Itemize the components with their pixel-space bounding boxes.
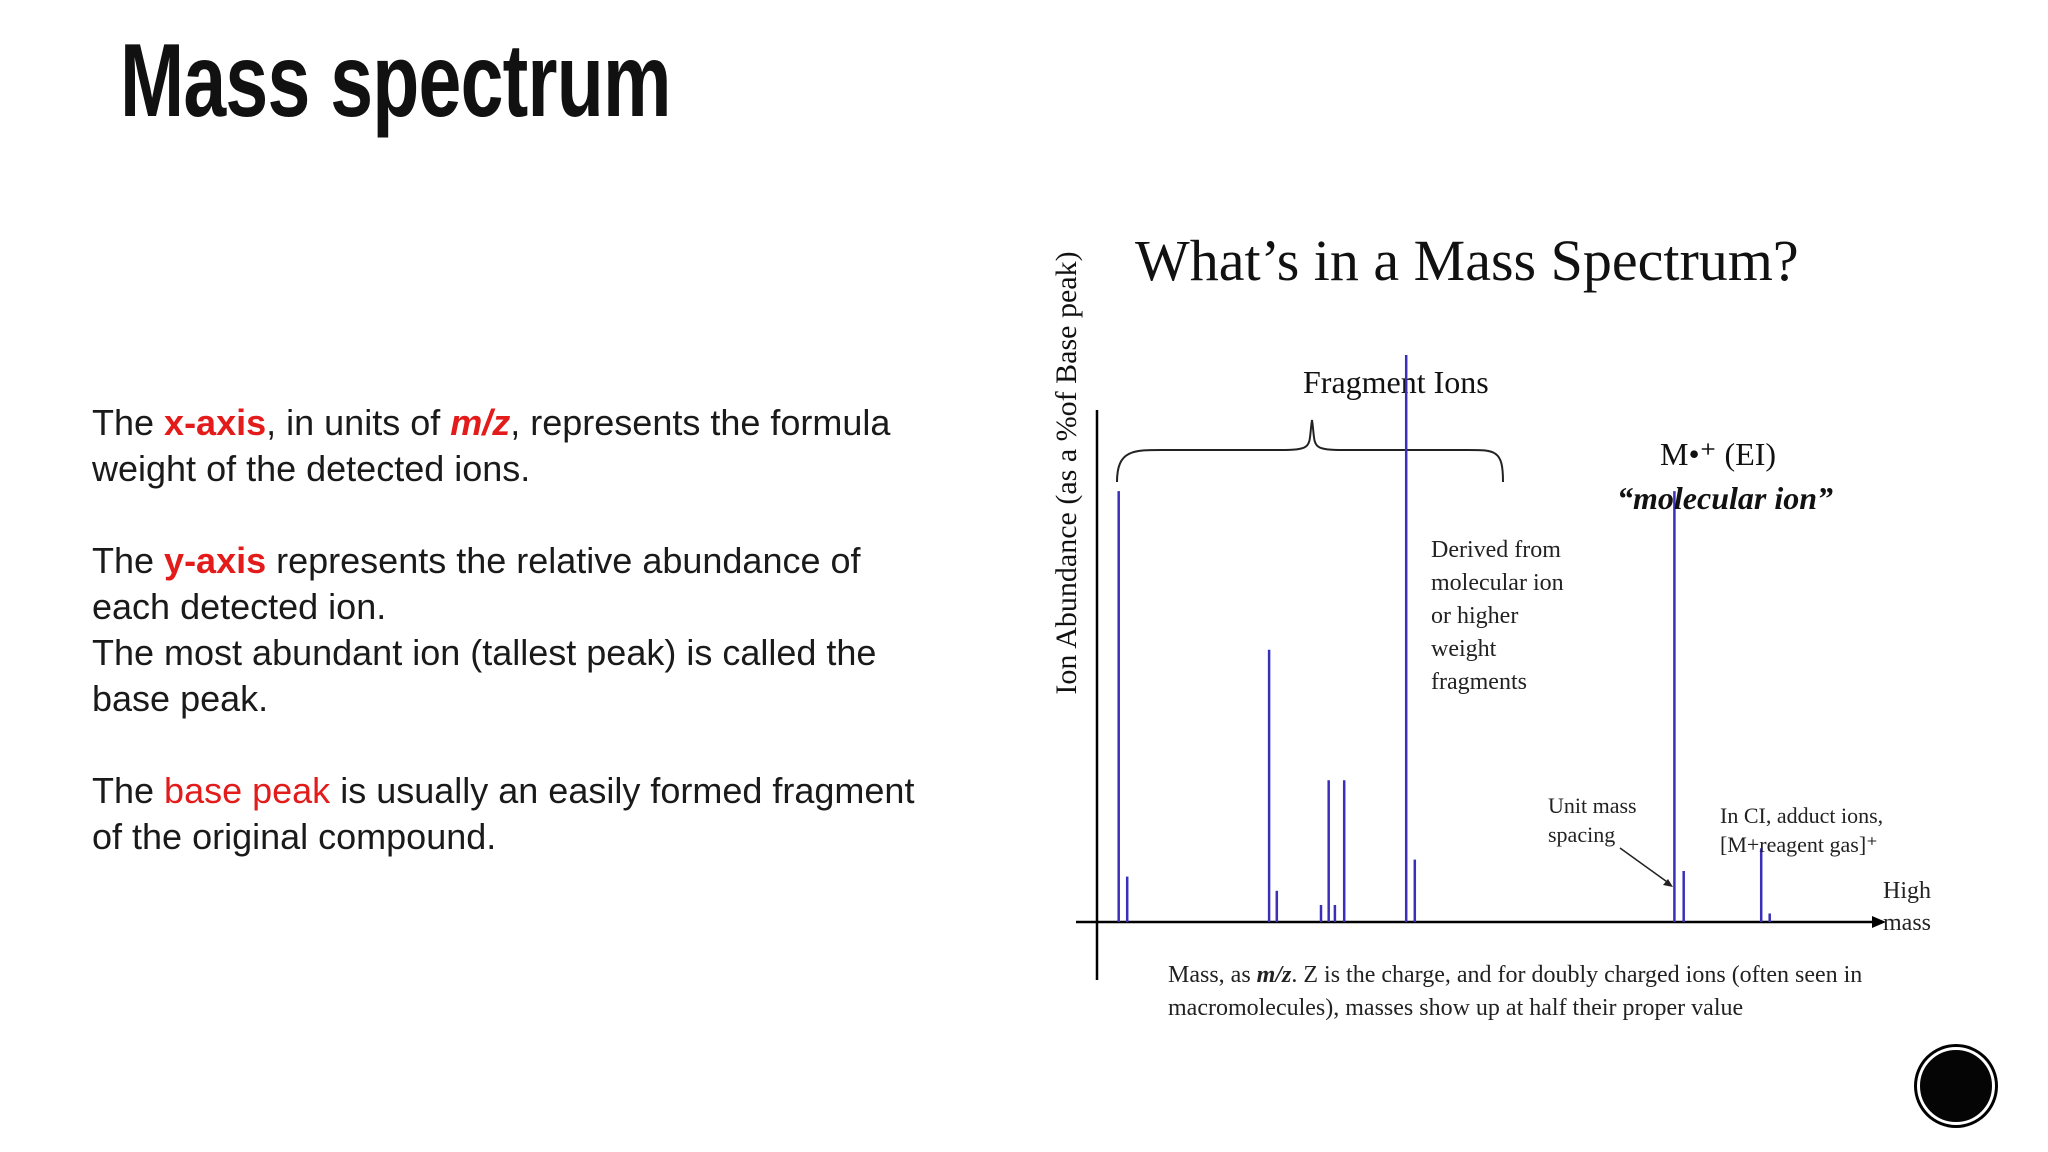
diagram-title: What’s in a Mass Spectrum?: [1135, 228, 1799, 293]
text-span: is usually an easily formed fragment of the original compound.: [92, 770, 915, 857]
molecular-ion-label: “molecular ion”: [1617, 480, 1834, 516]
ci-annotation: [1720, 803, 1883, 857]
caption-line-1: [1168, 962, 1862, 988]
text-span: The: [92, 770, 165, 811]
text-span: The: [92, 540, 165, 581]
derived-line: or higher: [1431, 603, 1519, 629]
mz-term: m/z: [450, 402, 511, 443]
mass-spectrum-diagram: [1040, 220, 1980, 1050]
caption-mz: m/z: [1256, 962, 1292, 988]
derived-line: molecular ion: [1431, 570, 1564, 596]
y-axis-term: y-axis: [164, 540, 267, 581]
slide-nav-button[interactable]: [1917, 1047, 1995, 1125]
fragment-brace: [1117, 420, 1503, 482]
base-peak-term: base peak: [164, 770, 331, 811]
high-mass-line: mass: [1883, 910, 1931, 936]
derived-annotation: [1431, 537, 1564, 695]
high-mass-line: High: [1883, 878, 1931, 904]
unit-mass-line: spacing: [1548, 822, 1616, 847]
unit-mass-pointer: [1620, 848, 1670, 884]
text-span: The: [92, 402, 165, 443]
unit-mass-line: Unit mass: [1548, 793, 1637, 818]
ci-line: [M+reagent gas]⁺: [1720, 832, 1878, 857]
derived-line: fragments: [1431, 669, 1527, 695]
x-axis-paragraph: [92, 400, 932, 492]
fragment-ions-label: Fragment Ions: [1303, 364, 1489, 400]
y-axis-label: Ion Abundance (as a %of Base peak): [1050, 251, 1083, 695]
ci-line: In CI, adduct ions,: [1720, 803, 1884, 828]
text-span: , represents the formula weight of the detected ions.: [92, 402, 891, 489]
derived-line: Derived from: [1431, 537, 1561, 563]
derived-line: weight: [1431, 636, 1497, 662]
x-axis-term: x-axis: [164, 402, 267, 443]
caption-pre: Mass, as: [1168, 962, 1257, 988]
y-axis-paragraph: [92, 538, 932, 630]
text-span: represents the relative abundance of each detected ion.: [92, 540, 861, 627]
base-peak-paragraph: [92, 768, 932, 860]
unit-mass-annotation: [1548, 793, 1637, 847]
caption-line-2: macromolecules), masses show up at half their proper value: [1168, 995, 1744, 1021]
base-peak-definition: The most abundant ion (tallest peak) is called the base peak.: [92, 632, 877, 719]
molecular-ion-formula: M•⁺ (EI): [1660, 436, 1777, 472]
body-text: [92, 400, 932, 906]
text-span: , in units of: [266, 402, 451, 443]
caption-post: . Z is the charge, and for doubly charged ions (often seen in: [1291, 962, 1863, 988]
slide-title: Mass spectrum: [120, 23, 671, 139]
high-mass-label: [1883, 878, 1931, 936]
